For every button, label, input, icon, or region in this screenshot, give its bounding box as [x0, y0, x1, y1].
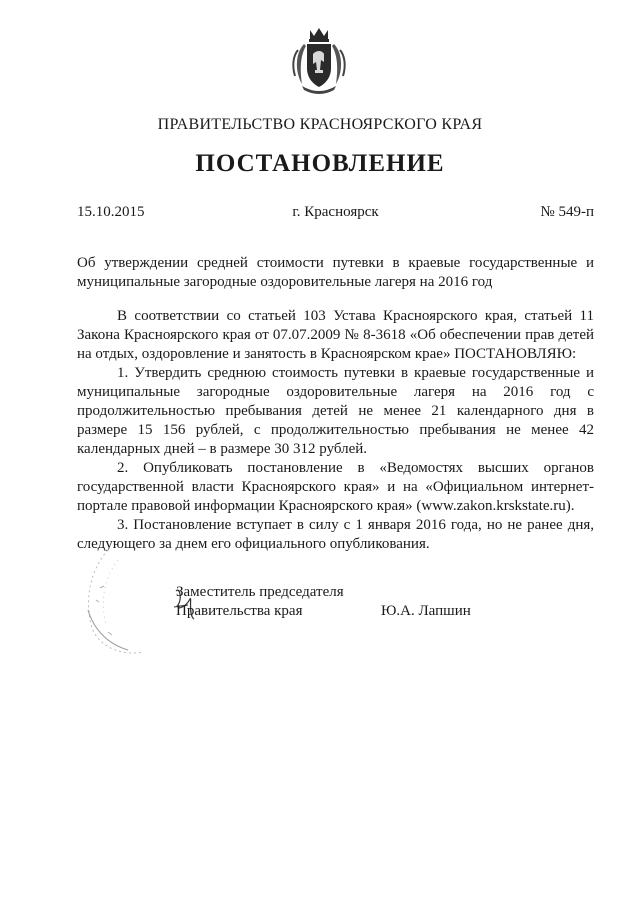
- body-paragraph-3: 3. Постановление вступает в силу с 1 января 2016 года, но не ранее дня, следующего за днем его официального опубликования.: [77, 517, 594, 552]
- signatory-position-line2: Правительства края: [176, 603, 303, 619]
- body-paragraph-2: 2. Опубликовать постановление в «Ведомостях высших органов государственной власти Красноярского края» и на «Официальном интернет-портале правовой информации Красноярского края» (www.zakon.krskstate.ru).: [77, 460, 594, 514]
- government-name: ПРАВИТЕЛЬСТВО КРАСНОЯРСКОГО КРАЯ: [157, 116, 483, 133]
- document-type-title: ПОСТАНОВЛЕНИЕ: [195, 150, 445, 177]
- document-number: № 549-п: [540, 204, 594, 220]
- signatory-name: Ю.А. Лапшин: [381, 603, 471, 619]
- signature-block: [0, 580, 640, 680]
- document-city: г. Красноярск: [292, 204, 379, 220]
- document-subject: Об утверждении средней стоимости путевки в краевые государственные и муниципальные загородные оздоровительные лагеря на 2016 год: [77, 255, 594, 290]
- document-body: [77, 307, 594, 554]
- body-paragraph-preamble: В соответствии со статьей 103 Устава Красноярского края, статьей 11 Закона Красноярского края от 07.07.2009 № 8-3618 «Об обеспечении прав детей на отдых, оздоровление и занятость в Красноярском крае» ПОСТАНОВЛЯЮ:: [77, 308, 594, 362]
- body-paragraph-1: 1. Утвердить среднюю стоимость путевки в краевые государственные и муниципальные загородные оздоровительные лагеря на 2016 год с продолжительностью пребывания детей не менее 21 календарного дня в размере 15 156 рублей, с продолжительностью пребывания не менее 42 календарных дней – в размере 30 312 рублей.: [77, 365, 594, 457]
- krasnoyarsk-coat-of-arms-icon: [290, 26, 348, 96]
- signatory-position-line1: Заместитель председателя: [176, 584, 344, 600]
- document-date: 15.10.2015: [77, 204, 145, 220]
